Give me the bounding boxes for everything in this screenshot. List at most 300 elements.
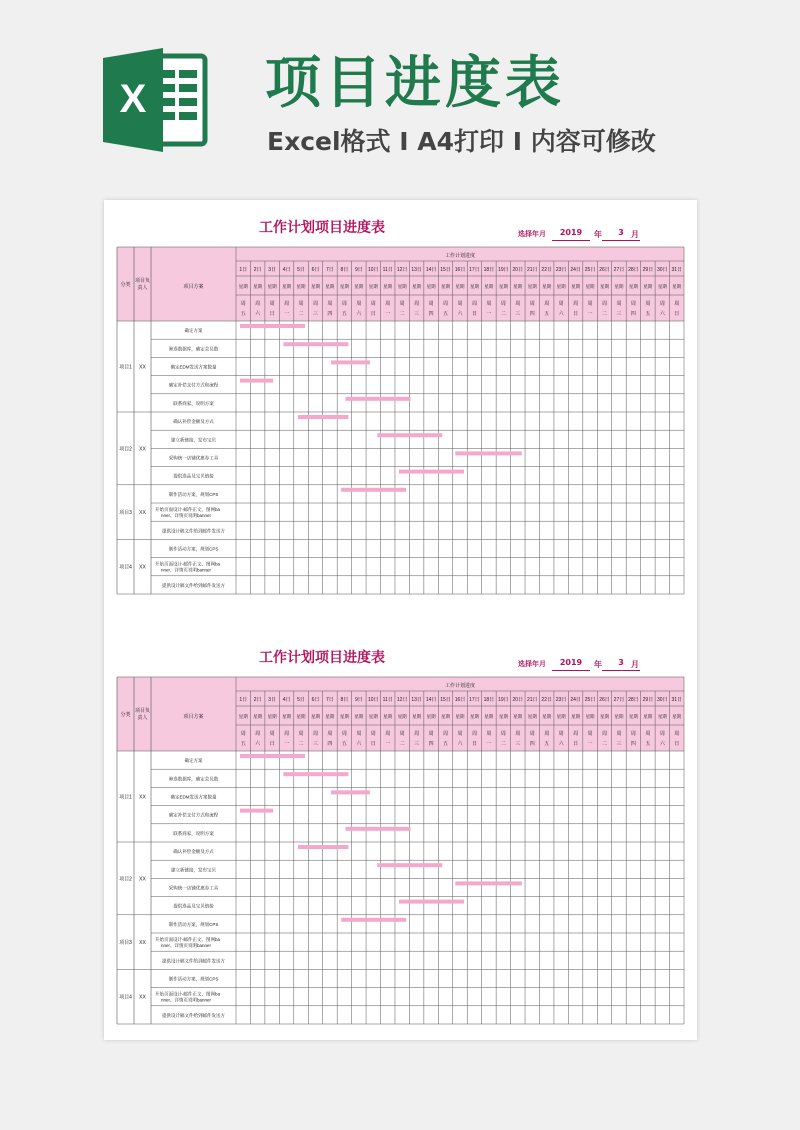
day-label: 15日 (440, 267, 451, 273)
task-name: 联系商家，说明方案 (173, 400, 214, 406)
year-select[interactable]: 2019 (552, 226, 590, 241)
weekday-prefix: 周 (428, 731, 434, 737)
week-label: 星期 (542, 284, 552, 289)
task-name: 制作活动方案，规划CPS (168, 491, 219, 497)
header-plan: 项目方案 (183, 284, 204, 290)
day-label: 9日 (354, 267, 363, 273)
week-label: 星期 (585, 714, 595, 719)
task-name: 确认补偿金额及方式 (173, 419, 214, 425)
day-label: 18日 (483, 267, 495, 273)
task-bar (298, 845, 349, 849)
group-owner: XX (139, 564, 146, 571)
weekday-prefix: 周 (515, 301, 521, 307)
week-label: 星期 (571, 714, 581, 719)
day-label: 30日 (657, 697, 668, 703)
header-plan: 项目方案 (183, 714, 204, 720)
week-label: 星期 (513, 284, 523, 289)
task-name: 确定方案 (184, 758, 203, 764)
week-label: 星期 (441, 284, 451, 289)
weekday-label: 五 (544, 311, 550, 317)
week-label: 星期 (296, 714, 306, 719)
day-label: 29日 (642, 267, 654, 273)
weekday-prefix: 周 (630, 301, 636, 307)
weekday-prefix: 周 (558, 301, 564, 307)
day-label: 11日 (382, 697, 393, 703)
day-label: 4日 (282, 267, 291, 273)
weekday-label: 四 (428, 741, 434, 747)
task-bar (298, 415, 349, 419)
banner (0, 0, 800, 190)
weekday-label: 一 (486, 311, 492, 317)
sheet-title: 工作计划项目进度表 (259, 650, 385, 666)
weekday-prefix: 周 (255, 731, 261, 737)
weekday-label: 六 (356, 311, 362, 317)
task-name: 制作活动方案，规划CPS (168, 976, 219, 982)
weekday-prefix: 周 (645, 731, 651, 737)
header-category: 分类 (120, 712, 131, 718)
day-label: 13日 (411, 267, 422, 273)
weekday-prefix: 周 (385, 731, 391, 737)
weekday-label: 日 (573, 311, 579, 317)
weekday-label: 一 (385, 311, 391, 317)
task-name: 确认补偿金额及方式 (173, 849, 214, 855)
week-label: 星期 (628, 714, 638, 719)
day-label: 25日 (584, 697, 596, 703)
weekday-prefix: 周 (240, 301, 246, 307)
weekday-label: 五 (341, 741, 347, 747)
weekday-prefix: 周 (298, 731, 304, 737)
week-label: 星期 (672, 714, 682, 719)
week-label: 星期 (412, 714, 422, 719)
week-label: 星期 (571, 284, 581, 289)
task-name: 开始页面设计-邮件正文、图网ba nner、详情页说明banner (155, 507, 221, 518)
weekday-label: 六 (659, 741, 665, 747)
day-label: 14日 (425, 697, 437, 703)
weekday-label: 三 (414, 311, 420, 317)
weekday-prefix: 周 (385, 301, 391, 307)
group-owner: XX (139, 364, 146, 371)
weekday-label: 五 (240, 741, 246, 747)
weekday-prefix: 周 (573, 731, 579, 737)
weekday-label: 二 (399, 311, 405, 317)
weekday-label: 四 (630, 741, 636, 747)
weekday-label: 一 (284, 311, 290, 317)
day-label: 5日 (297, 697, 305, 703)
task-name: 制作活动方案，规划CPS (168, 921, 219, 927)
weekday-label: 六 (457, 311, 463, 317)
header-category: 分类 (120, 282, 131, 288)
weekday-prefix: 周 (457, 731, 463, 737)
day-label: 17日 (469, 267, 480, 273)
weekday-prefix: 周 (500, 731, 506, 737)
day-label: 21日 (526, 267, 538, 273)
week-label: 星期 (643, 714, 653, 719)
weekday-label: 五 (341, 311, 347, 317)
week-label: 星期 (253, 714, 263, 719)
group-owner: XX (139, 510, 146, 517)
task-bar (341, 918, 406, 922)
weekday-prefix: 周 (356, 301, 362, 307)
task-bar (240, 379, 273, 383)
weekday-label: 二 (298, 311, 304, 317)
gantt-grid (104, 630, 697, 1030)
day-label: 16日 (454, 267, 466, 273)
weekday-prefix: 周 (674, 731, 680, 737)
day-label: 5日 (297, 267, 305, 273)
weekday-prefix: 周 (312, 731, 318, 737)
week-label: 星期 (498, 714, 508, 719)
weekday-prefix: 周 (414, 301, 420, 307)
header-progress: 工作计划进度 (444, 253, 476, 259)
weekday-label: 五 (443, 311, 449, 317)
page-subtitle: Excel格式 I A4打印 I 内容可修改 (267, 127, 656, 156)
week-label: 星期 (527, 284, 537, 289)
day-label: 2日 (253, 267, 262, 273)
sheet-title: 工作计划项目进度表 (259, 220, 385, 236)
day-label: 6日 (311, 267, 320, 273)
week-label: 星期 (296, 284, 306, 289)
week-label: 星期 (469, 714, 479, 719)
day-label: 27日 (613, 697, 625, 703)
task-name: 确定补偿支付方式和流程 (168, 812, 219, 818)
gantt-sheet (104, 630, 697, 1030)
week-label: 星期 (628, 284, 638, 289)
weekday-label: 一 (284, 741, 290, 747)
weekday-label: 四 (529, 741, 535, 747)
group-owner: XX (139, 876, 146, 883)
weekday-prefix: 周 (341, 301, 347, 307)
weekday-prefix: 周 (587, 301, 593, 307)
header-owner: 项目负责人 (134, 278, 151, 291)
group-name: 项目4 (119, 994, 132, 1001)
weekday-label: 三 (515, 741, 521, 747)
week-label: 星期 (469, 284, 479, 289)
weekday-label: 二 (602, 311, 608, 317)
task-name: 筛选数据库，确定会员数 (168, 776, 219, 782)
week-label: 星期 (412, 284, 422, 289)
month-select[interactable]: 3 (602, 656, 640, 671)
weekday-label: 日 (269, 311, 275, 317)
weekday-prefix: 周 (312, 301, 318, 307)
day-label: 3日 (268, 697, 277, 703)
task-bar (341, 488, 406, 492)
week-label: 星期 (282, 284, 292, 289)
weekday-label: 五 (645, 741, 651, 747)
month-unit: 月 (631, 230, 639, 239)
weekday-label: 二 (298, 741, 304, 747)
weekday-label: 二 (602, 741, 608, 747)
task-bar (283, 772, 348, 776)
task-name: 采购统一店铺优惠券工具 (168, 885, 219, 891)
day-label: 18日 (483, 697, 495, 703)
weekday-label: 二 (500, 311, 506, 317)
week-label: 星期 (383, 714, 393, 719)
task-name: 筛选数据库，确定会员数 (168, 346, 219, 352)
day-label: 31日 (671, 697, 683, 703)
group-name: 项目4 (119, 564, 132, 571)
task-bar (455, 881, 521, 885)
year-select[interactable]: 2019 (552, 656, 590, 671)
weekday-label: 日 (573, 741, 579, 747)
weekday-prefix: 周 (573, 301, 579, 307)
week-label: 星期 (368, 714, 378, 719)
week-label: 星期 (354, 284, 364, 289)
weekday-label: 六 (255, 311, 261, 317)
day-label: 13日 (411, 697, 422, 703)
weekday-prefix: 周 (457, 301, 463, 307)
weekday-label: 三 (515, 311, 521, 317)
weekday-prefix: 周 (602, 301, 608, 307)
week-label: 星期 (310, 714, 320, 719)
weekday-label: 一 (587, 741, 593, 747)
day-label: 26日 (599, 267, 610, 273)
month-unit: 月 (631, 660, 639, 669)
day-label: 6日 (311, 697, 320, 703)
task-bar (240, 809, 273, 813)
weekday-prefix: 周 (486, 731, 492, 737)
weekday-label: 一 (587, 311, 593, 317)
task-name: 确定补偿支付方式和流程 (168, 382, 219, 388)
week-label: 星期 (643, 284, 653, 289)
task-name: 提供设计稿文件给到邮件发送方 (162, 958, 225, 964)
weekday-label: 五 (544, 741, 550, 747)
week-label: 星期 (556, 714, 566, 719)
week-label: 星期 (267, 714, 277, 719)
week-label: 星期 (657, 714, 667, 719)
weekday-prefix: 周 (544, 731, 550, 737)
task-name: 建立新链接，发布宝贝 (171, 437, 216, 443)
day-label: 28日 (628, 267, 639, 273)
weekday-prefix: 周 (269, 731, 275, 737)
weekday-prefix: 周 (255, 301, 261, 307)
task-name: 开始页面设计-邮件正文、图网ba nner、详情页说明banner (155, 937, 221, 948)
weekday-label: 五 (240, 311, 246, 317)
weekday-label: 一 (385, 741, 391, 747)
weekday-prefix: 周 (341, 731, 347, 737)
weekday-prefix: 周 (269, 301, 275, 307)
weekday-prefix: 周 (399, 301, 405, 307)
weekday-label: 日 (370, 311, 376, 317)
weekday-prefix: 周 (370, 301, 376, 307)
week-label: 星期 (310, 284, 320, 289)
day-label: 29日 (642, 697, 654, 703)
weekday-label: 日 (471, 311, 477, 317)
group-owner: XX (139, 940, 146, 947)
day-label: 12日 (396, 697, 408, 703)
gantt-grid (104, 200, 697, 600)
weekday-label: 六 (558, 311, 564, 317)
weekday-prefix: 周 (674, 301, 680, 307)
weekday-label: 四 (630, 311, 636, 317)
logo-letter: X (119, 77, 147, 121)
task-name: 提供设计稿文件给到邮件发送方 (162, 528, 225, 534)
weekday-label: 二 (399, 741, 405, 747)
week-label: 星期 (614, 714, 624, 719)
day-label: 26日 (599, 697, 610, 703)
task-bar (240, 754, 305, 758)
day-label: 20日 (512, 697, 524, 703)
weekday-label: 日 (674, 311, 680, 317)
month-select[interactable]: 3 (602, 226, 640, 241)
weekday-label: 日 (471, 741, 477, 747)
year-unit: 年 (594, 230, 602, 239)
task-bar (455, 451, 521, 455)
week-label: 星期 (672, 284, 682, 289)
day-label: 30日 (657, 267, 668, 273)
week-label: 星期 (325, 714, 335, 719)
day-label: 1日 (239, 267, 248, 273)
weekday-label: 五 (645, 311, 651, 317)
weekday-prefix: 周 (544, 301, 550, 307)
week-label: 星期 (426, 714, 436, 719)
week-label: 星期 (282, 714, 292, 719)
weekday-prefix: 周 (587, 731, 593, 737)
weekday-prefix: 周 (428, 301, 434, 307)
weekday-label: 三 (312, 311, 318, 317)
weekday-prefix: 周 (327, 731, 333, 737)
task-bar (345, 397, 410, 401)
day-label: 4日 (282, 697, 291, 703)
day-label: 7日 (326, 267, 334, 273)
day-label: 31日 (671, 267, 683, 273)
page-title: 项目进度表 (265, 51, 565, 116)
header-owner: 项目负责人 (134, 708, 151, 721)
task-name: 提供设计稿文件给到邮件发送方 (162, 1012, 225, 1018)
day-label: 12日 (396, 267, 408, 273)
task-bar (283, 342, 348, 346)
group-name: 项目1 (119, 364, 132, 371)
day-label: 1日 (239, 697, 248, 703)
select-label: 选择年月 (518, 230, 546, 238)
task-bar (399, 470, 464, 474)
weekday-prefix: 周 (356, 731, 362, 737)
weekday-prefix: 周 (370, 731, 376, 737)
group-owner: XX (139, 794, 146, 801)
day-label: 10日 (368, 267, 379, 273)
day-label: 20日 (512, 267, 524, 273)
group-owner: XX (139, 446, 146, 453)
day-label: 8日 (340, 697, 349, 703)
week-label: 星期 (542, 714, 552, 719)
week-label: 星期 (614, 284, 624, 289)
week-label: 星期 (441, 714, 451, 719)
day-label: 22日 (541, 267, 552, 273)
weekday-label: 一 (486, 741, 492, 747)
task-bar (331, 360, 370, 364)
task-name: 确定方案 (184, 328, 203, 334)
week-label: 星期 (657, 284, 667, 289)
year-unit: 年 (594, 660, 602, 669)
day-label: 19日 (498, 697, 509, 703)
day-label: 19日 (498, 267, 509, 273)
week-label: 星期 (600, 714, 610, 719)
day-label: 23日 (555, 697, 567, 703)
weekday-label: 二 (500, 741, 506, 747)
week-label: 星期 (513, 714, 523, 719)
weekday-prefix: 周 (298, 301, 304, 307)
task-name: 确定EDM发送方案数量 (170, 364, 217, 370)
day-label: 11日 (382, 267, 393, 273)
weekday-label: 日 (269, 741, 275, 747)
weekday-label: 三 (616, 741, 622, 747)
day-label: 24日 (570, 697, 581, 703)
day-label: 7日 (326, 697, 334, 703)
task-bar (345, 827, 410, 831)
day-label: 21日 (526, 697, 538, 703)
task-name: 开始页面设计-邮件正文、图网ba nner、详情页说明banner (155, 991, 221, 1003)
weekday-label: 日 (370, 741, 376, 747)
task-bar (240, 324, 305, 328)
week-label: 星期 (383, 284, 393, 289)
week-label: 星期 (339, 284, 349, 289)
day-label: 3日 (268, 267, 277, 273)
weekday-prefix: 周 (659, 301, 665, 307)
excel-icon (103, 48, 209, 152)
document-page (104, 200, 697, 1040)
week-label: 星期 (397, 284, 407, 289)
week-label: 星期 (238, 284, 248, 289)
weekday-prefix: 周 (529, 731, 535, 737)
weekday-prefix: 周 (616, 301, 622, 307)
weekday-prefix: 周 (443, 731, 449, 737)
weekday-prefix: 周 (558, 731, 564, 737)
weekday-label: 四 (327, 741, 333, 747)
day-label: 28日 (628, 697, 639, 703)
weekday-prefix: 周 (284, 301, 290, 307)
weekday-prefix: 周 (443, 301, 449, 307)
weekday-prefix: 周 (471, 731, 477, 737)
weekday-prefix: 周 (630, 731, 636, 737)
week-label: 星期 (253, 284, 263, 289)
weekday-label: 三 (312, 741, 318, 747)
weekday-prefix: 周 (240, 731, 246, 737)
weekday-prefix: 周 (399, 731, 405, 737)
group-owner: XX (139, 994, 146, 1001)
group-name: 项目2 (119, 446, 132, 453)
day-label: 25日 (584, 267, 596, 273)
header-progress: 工作计划进度 (444, 683, 476, 689)
weekday-prefix: 周 (471, 301, 477, 307)
day-label: 27日 (613, 267, 625, 273)
weekday-label: 四 (529, 311, 535, 317)
task-bar (377, 863, 442, 867)
week-label: 星期 (498, 284, 508, 289)
day-label: 17日 (469, 697, 480, 703)
weekday-prefix: 周 (602, 731, 608, 737)
week-label: 星期 (397, 714, 407, 719)
task-name: 开始页面设计-邮件正文、图网ba nner、详情页说明banner (155, 561, 221, 573)
weekday-prefix: 周 (616, 731, 622, 737)
day-label: 10日 (368, 697, 379, 703)
weekday-label: 六 (356, 741, 362, 747)
task-name: 建立新链接，发布宝贝 (171, 867, 216, 873)
weekday-prefix: 周 (500, 301, 506, 307)
weekday-prefix: 周 (327, 301, 333, 307)
weekday-label: 四 (428, 311, 434, 317)
task-name: 采购统一店铺优惠券工具 (168, 455, 219, 461)
weekday-label: 六 (457, 741, 463, 747)
week-label: 星期 (368, 284, 378, 289)
gantt-sheet (104, 200, 697, 600)
week-label: 星期 (238, 714, 248, 719)
day-label: 16日 (454, 697, 466, 703)
day-label: 23日 (555, 267, 567, 273)
day-label: 22日 (541, 697, 552, 703)
weekday-prefix: 周 (645, 301, 651, 307)
weekday-label: 六 (659, 311, 665, 317)
week-label: 星期 (556, 284, 566, 289)
weekday-prefix: 周 (284, 731, 290, 737)
